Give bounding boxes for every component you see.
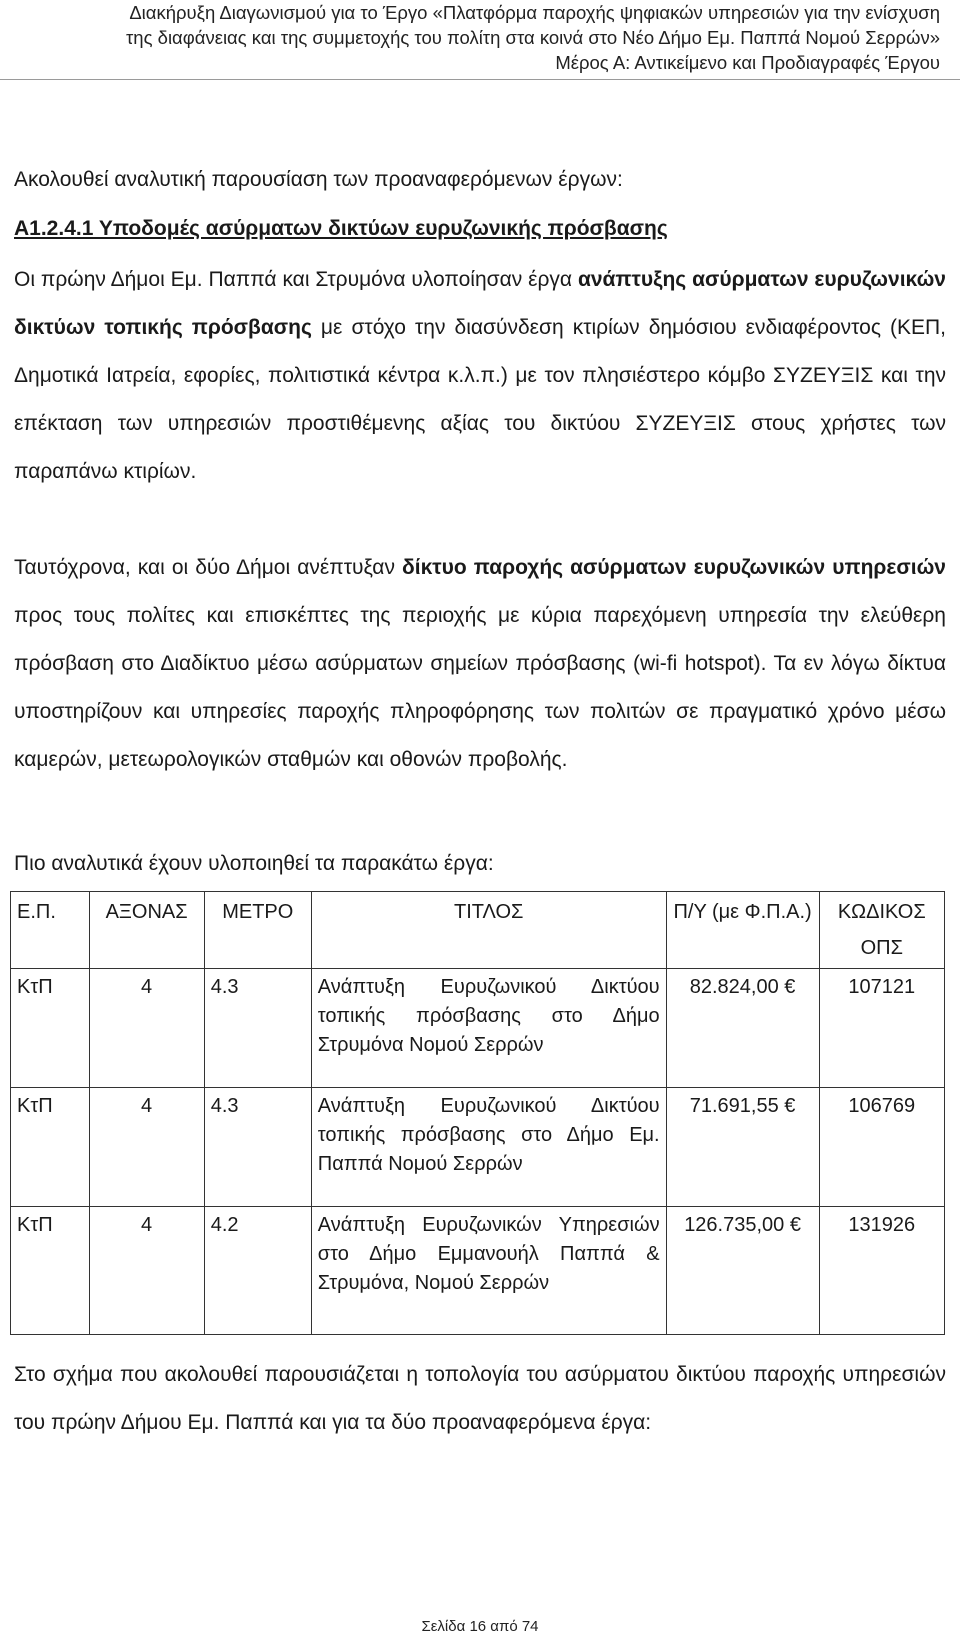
cell-budget: 82.824,00 € — [666, 969, 819, 1088]
paragraph-wireless-networks — [14, 256, 946, 496]
cell-ep: ΚτΠ — [11, 969, 90, 1088]
cell-code: 107121 — [819, 969, 944, 1088]
paragraph-text: προς τους πολίτες και επισκέπτες της περιοχής με κύρια παρεχόμενη υπηρεσία την ελεύθερη πρόσβαση στο Διαδίκτυο μέσω ασύρματων σημείων πρόσβασης (wi-fi hotspot). Τα εν λόγω δίκτυα υποστηρίζουν και υπηρεσίες παροχής πληροφόρησης των πολιτών σε πραγματικό χρόνο μέσω καμερών, μετεωρολογικών σταθμών και οθονών προβολής. — [14, 604, 946, 771]
paragraph-text: με στόχο την διασύνδεση κτιρίων δημόσιου ενδιαφέροντος (ΚΕΠ, Δημοτικά Ιατρεία, εφορίες, πολιτιστικά κέντρα κ.λ.π.) με τον πλησιέστερο κόμβο ΣΥΖΕΥΞΙΣ και την επέκταση των υπηρεσιών προστιθέμενης αξίας του δικτύου ΣΥΖΕΥΞΙΣ στους χρήστες των παραπάνω κτιρίων. — [14, 316, 946, 483]
header-code: ΚΩΔΙΚΟΣ ΟΠΣ — [819, 892, 944, 969]
header-divider — [0, 79, 960, 80]
projects-table — [10, 891, 945, 1335]
paragraph-broadband-services — [14, 544, 946, 784]
paragraph-text: Οι πρώην Δήμοι Εμ. Παππά και Στρυμόνα υλοποίησαν έργα — [14, 268, 578, 291]
cell-measure: 4.3 — [204, 1088, 311, 1207]
cell-budget: 71.691,55 € — [666, 1088, 819, 1207]
cell-measure: 4.3 — [204, 969, 311, 1088]
cell-axis: 4 — [89, 1207, 204, 1335]
header-line-1: Διακήρυξη Διαγωνισμού για το Έργο «Πλατφόρμα παροχής ψηφιακών υπηρεσιών για την ενίσχυση — [129, 2, 940, 23]
paragraph-text: Ταυτόχρονα, και οι δύο Δήμοι ανέπτυξαν — [14, 556, 403, 579]
cell-ep: ΚτΠ — [11, 1088, 90, 1207]
page-number: Σελίδα 16 από 74 — [421, 1618, 539, 1635]
cell-code: 131926 — [819, 1207, 944, 1335]
paragraph-bold-text: ανάπτυξης ασύρματων ευρυζωνικών δικτύων τοπικής πρόσβασης — [14, 268, 946, 339]
table-row — [11, 1207, 945, 1335]
header-budget: Π/Υ (με Φ.Π.Α.) — [666, 892, 819, 969]
header-measure: ΜΕΤΡΟ — [204, 892, 311, 969]
cell-title: Ανάπτυξη Ευρυζωνικού Δικτύου τοπικής πρόσβασης στο Δήμο Εμ. Παππά Νομού Σερρών — [311, 1088, 666, 1207]
cell-budget: 126.735,00 € — [666, 1207, 819, 1335]
cell-axis: 4 — [89, 1088, 204, 1207]
table-row — [11, 1088, 945, 1207]
cell-title: Ανάπτυξη Ευρυζωνικών Υπηρεσιών στο Δήμο Εμμανουήλ Παππά & Στρυμόνα, Νομού Σερρών — [311, 1207, 666, 1335]
cell-ep: ΚτΠ — [11, 1207, 90, 1335]
intro-text: Ακολουθεί αναλυτική παρουσίαση των προαναφερόμενων έργων: — [14, 168, 623, 191]
header-line-3: Μέρος Α: Αντικείμενο και Προδιαγραφές Έργου — [555, 52, 940, 73]
table-header-row — [11, 892, 945, 969]
table-row — [11, 969, 945, 1088]
header-axis: ΑΞΟΝΑΣ — [89, 892, 204, 969]
paragraph-bold-text: δίκτυο παροχής ασύρματων ευρυζωνικών υπηρεσιών — [402, 556, 946, 579]
topology-paragraph: Στο σχήμα που ακολουθεί παρουσιάζεται η τοπολογία του ασύρματου δικτύου παροχής υπηρεσιών του πρώην Δήμου Εμ. Παππά και για τα δύο προαναφερόμενα έργα: — [14, 1363, 946, 1434]
cell-title: Ανάπτυξη Ευρυζωνικού Δικτύου τοπικής πρόσβασης στο Δήμο Στρυμόνα Νομού Σερρών — [311, 969, 666, 1088]
header-ep: Ε.Π. — [11, 892, 90, 969]
section-heading: Α1.2.4.1 Υποδομές ασύρματων δικτύων ευρυζωνικής πρόσβασης — [14, 217, 668, 240]
cell-measure: 4.2 — [204, 1207, 311, 1335]
cell-axis: 4 — [89, 969, 204, 1088]
header-title: ΤΙΤΛΟΣ — [311, 892, 666, 969]
projects-intro: Πιο αναλυτικά έχουν υλοποιηθεί τα παρακάτω έργα: — [14, 852, 494, 875]
cell-code: 106769 — [819, 1088, 944, 1207]
header-line-2: της διαφάνειας και της συμμετοχής του πολίτη στα κοινά στο Νέο Δήμο Εμ. Παππά Νομού Σερρών» — [126, 27, 940, 48]
document-header — [0, 0, 940, 75]
